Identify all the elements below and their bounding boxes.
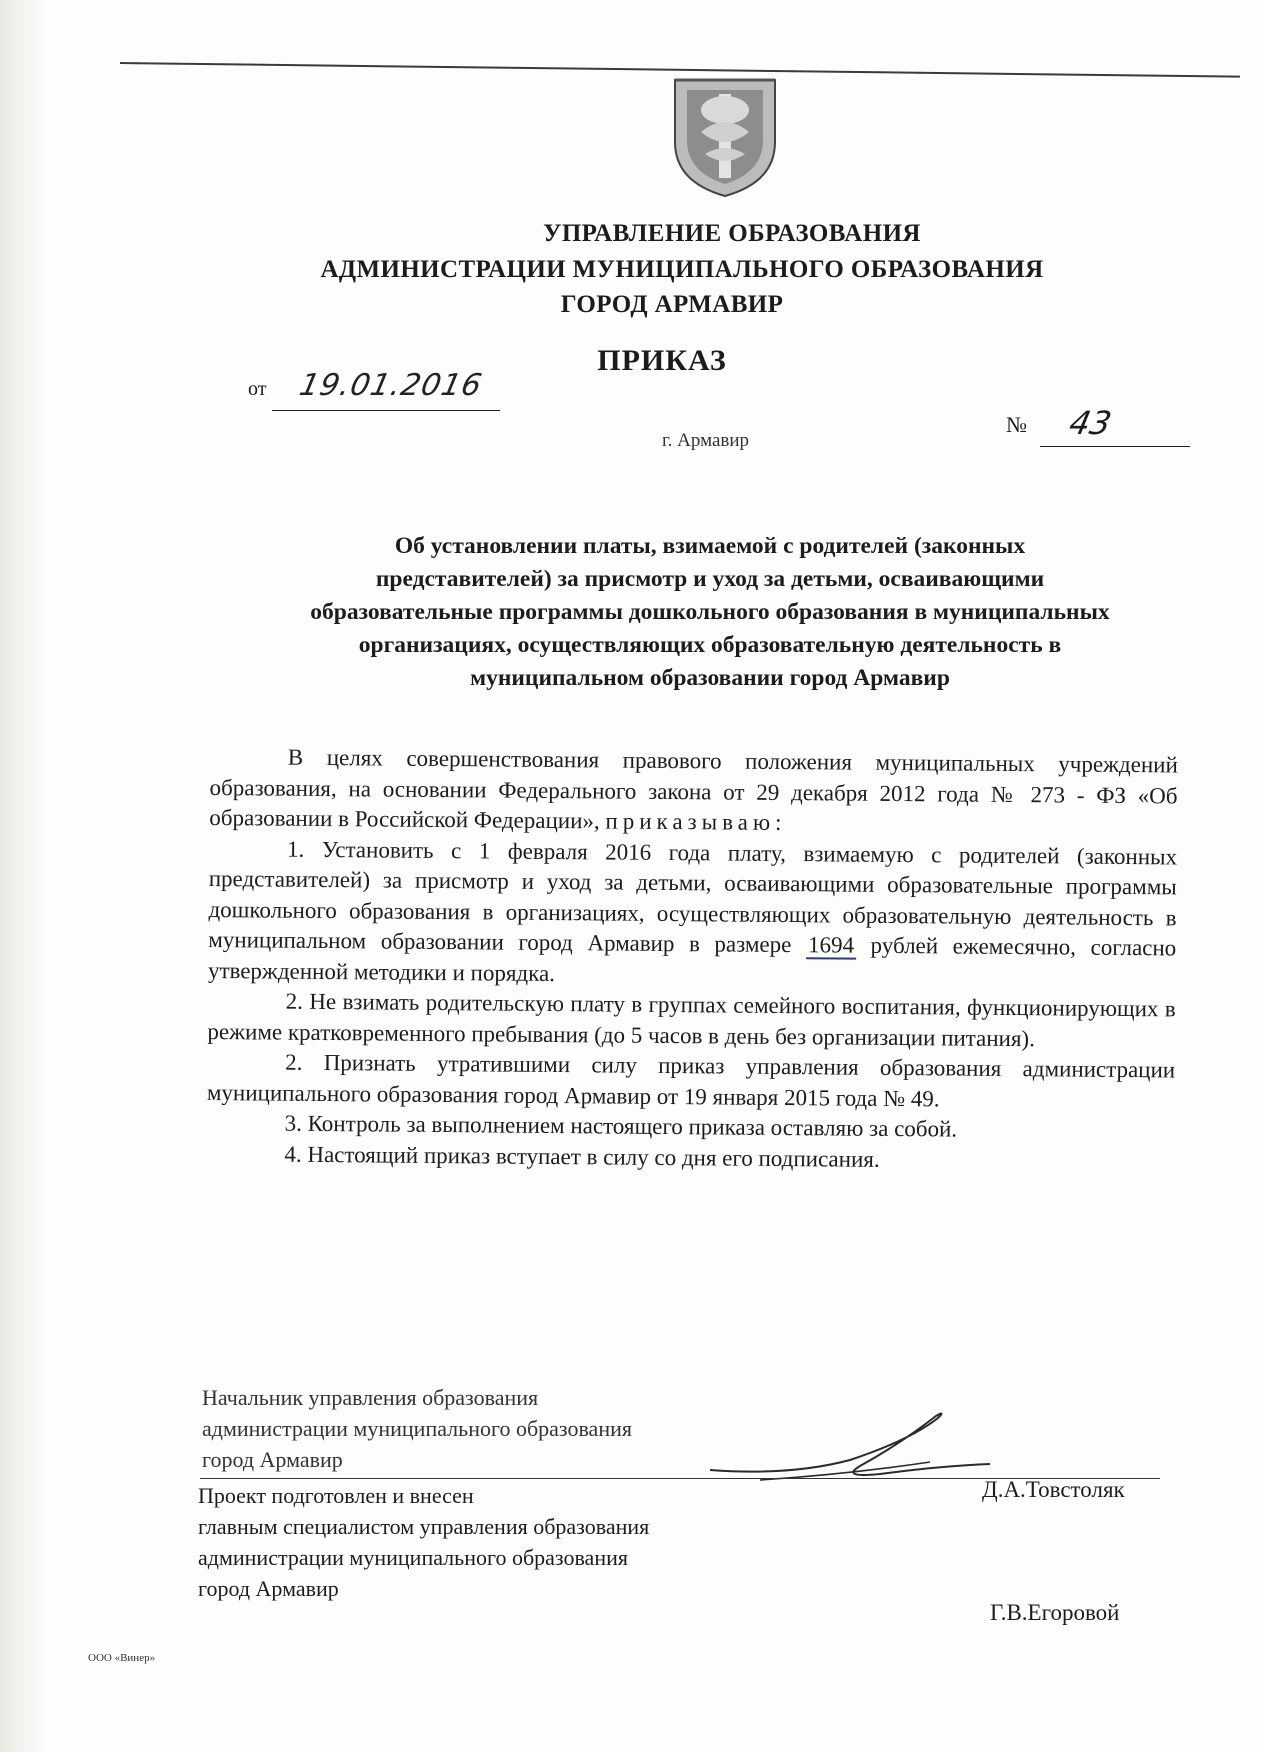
date-handwritten: 19.01.2016 <box>296 368 486 403</box>
number-handwritten: 43 <box>1065 404 1115 442</box>
prepared-line: Проект подготовлен и внесен <box>198 1483 474 1508</box>
date-underline <box>272 410 500 411</box>
subject-line: представителей) за присмотр и уход за детьми, осваивающими <box>375 566 1045 592</box>
order-subject <box>215 530 1205 695</box>
subject-line: организациях, осуществляющих образовательную деятельность в <box>358 632 1062 658</box>
prepared-line: город Армавир <box>198 1576 339 1601</box>
item-1-paragraph <box>208 833 1177 994</box>
org-name-line-1: УПРАВЛЕНИЕ ОБРАЗОВАНИЯ <box>543 220 921 247</box>
date-label: от <box>248 378 267 400</box>
number-underline <box>1040 446 1190 447</box>
subject-line: образовательные программы дошкольного образования в муниципальных <box>310 599 1110 625</box>
signer-line: город Армавир <box>202 1447 343 1472</box>
order-body <box>206 742 1178 1177</box>
prepared-line: администрации муниципального образования <box>198 1545 628 1570</box>
signer-line: администрации муниципального образования <box>202 1416 632 1441</box>
document-type-title: ПРИКАЗ <box>597 344 727 377</box>
order-word: приказываю: <box>605 808 787 836</box>
signer-name: Д.А.Товстоляк <box>982 1477 1125 1502</box>
city-label: г. Армавир <box>662 430 750 451</box>
org-name-line-3: ГОРОД АРМАВИР <box>560 291 784 318</box>
item-2-paragraph: 2. Не взимать родительскую плату в группах семейного воспитания, функционирующих в режиме кратковременного пребывания (до 5 часов в день без организации питания). <box>207 988 1176 1051</box>
prepared-by-name: Г.В.Егоровой <box>990 1600 1120 1625</box>
prepared-line: главным специалистом управления образования <box>198 1514 650 1539</box>
item-3-paragraph: 2. Признать утратившими силу приказ управления образования администрации муниципального образования город Армавир от 19 января 2015 года № 49. <box>206 1049 1176 1111</box>
signer-block <box>202 1382 632 1475</box>
item-4-paragraph: 3. Контроль за выполнением настоящего приказа оставляю за собой. <box>284 1110 958 1142</box>
subject-line: Об установлении платы, взимаемой с родителей (законных <box>394 533 1026 559</box>
subject-line: муниципальном образовании город Армавир <box>470 665 950 691</box>
intro-paragraph <box>209 742 1178 842</box>
handwritten-signature <box>700 1400 1000 1490</box>
intro-text: В целях совершенствования правового положения муниципальных учреждений образования, на основании Федерального закона от 29 декабря 2012 года № 273 - ФЗ «Об образовании в Российской Федерации», <box>209 744 1178 834</box>
signer-line: Начальник управления образования <box>202 1385 539 1410</box>
item-1-text: 1. Установить с 1 февраля 2016 года плату, взимаемую с родителей (законных представителей) за присмотр и уход за детьми, осваивающими образовательные программы дошкольного образования в организациях, осуществляющих образовательную деятельность в муниципальном образовании город Армавир в размере <box>208 836 1178 958</box>
printer-note: ООО «Винер» <box>88 1652 156 1664</box>
scan-shadow <box>0 0 46 1752</box>
org-name-line-2: АДМИНИСТРАЦИИ МУНИЦИПАЛЬНОГО ОБРАЗОВАНИЯ <box>320 256 1044 283</box>
fee-amount: 1694 <box>806 932 856 959</box>
item-1-text-end: рублей ежемесячно, согласно утвержденной методики и порядка. <box>207 932 1177 986</box>
number-label: № <box>1006 412 1027 437</box>
item-5-paragraph: 4. Настоящий приказ вступает в силу со дня его подписания. <box>284 1141 880 1172</box>
prepared-by-block <box>198 1480 649 1604</box>
coat-of-arms-emblem <box>665 72 785 200</box>
